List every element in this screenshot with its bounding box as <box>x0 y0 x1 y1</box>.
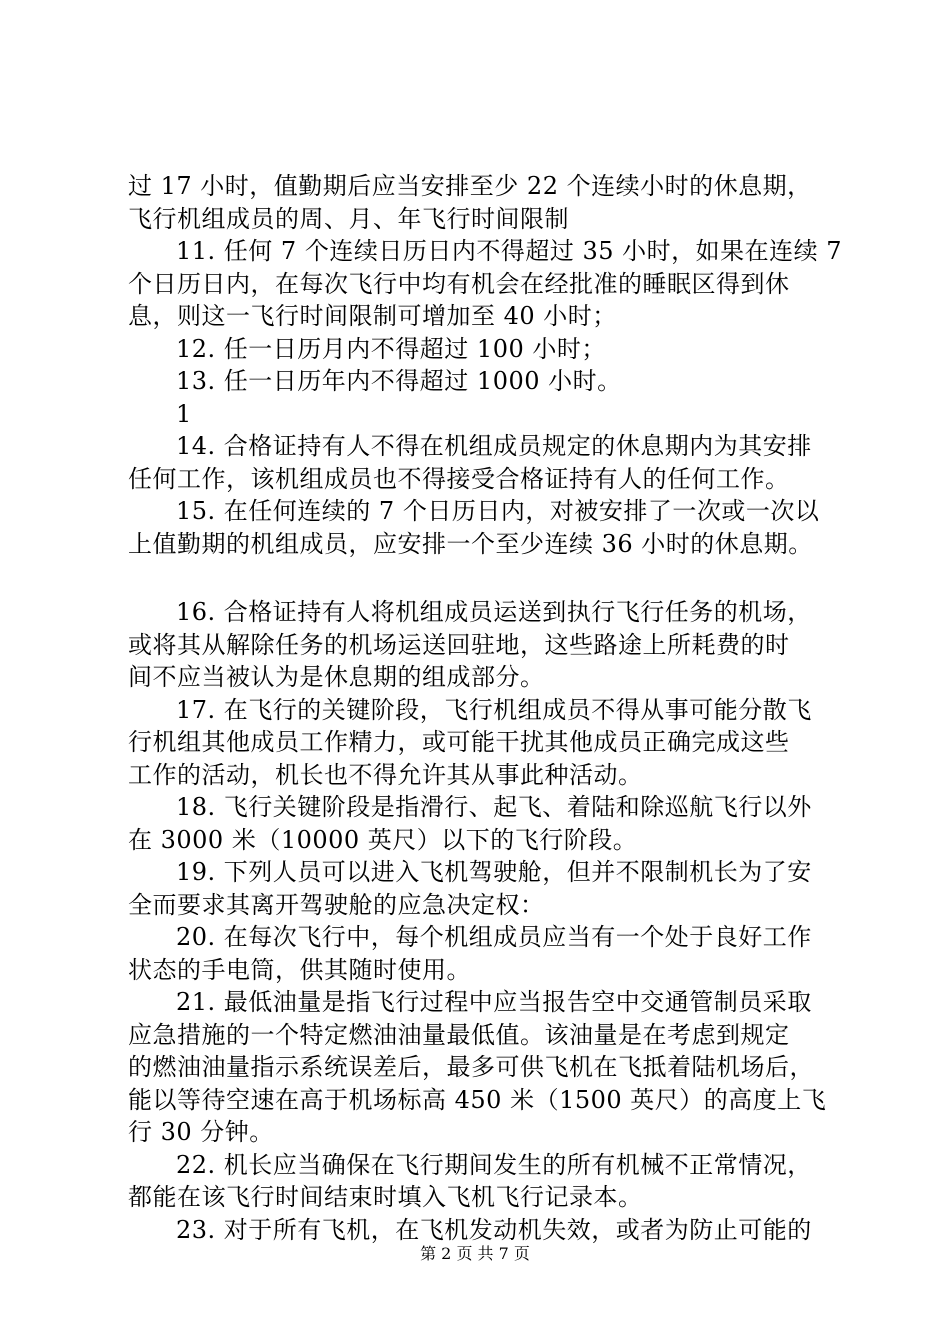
text-line: 11. 任何 7 个连续日历日内不得超过 35 小时，如果在连续 7 <box>176 237 843 265</box>
text-line: 20. 在每次飞行中，每个机组成员应当有一个处于良好工作 <box>176 923 812 951</box>
text-line: 息，则这一飞行时间限制可增加至 40 小时； <box>128 302 617 330</box>
text-line: 17. 在飞行的关键阶段，飞行机组成员不得从事可能分散飞 <box>176 695 812 724</box>
text-line: 18. 飞行关键阶段是指滑行、起飞、着陆和除巡航飞行以外 <box>176 793 812 821</box>
text-line: 行机组其他成员工作精力，或可能干扰其他成员正确完成这些 <box>128 728 790 756</box>
text-line: 个日历日内，在每次飞行中均有机会在经批准的睡眠区得到休 <box>128 269 790 298</box>
paragraph-gap <box>128 560 828 596</box>
text-line: 都能在该飞行时间结束时填入飞机飞行记录本。 <box>128 1183 643 1211</box>
text-line: 14. 合格证持有人不得在机组成员规定的休息期内为其安排 <box>176 432 812 460</box>
text-line: 的燃油油量指示系统误差后，最多可供飞机在飞抵着陆机场后， <box>128 1053 814 1081</box>
text-line: 12. 任一日历月内不得超过 100 小时； <box>176 334 606 363</box>
text-line: 22. 机长应当确保在飞行期间发生的所有机械不正常情况， <box>176 1150 812 1179</box>
text-line: 工作的活动，机长也不得允许其从事此种活动。 <box>128 760 643 789</box>
document-body <box>128 170 843 1246</box>
text-line: 间不应当被认为是休息期的组成部分。 <box>128 663 545 691</box>
page-footer: 第 2 页 共 7 页 <box>420 1244 530 1263</box>
text-line: 13. 任一日历年内不得超过 1000 小时。 <box>176 367 622 395</box>
text-line: 过 17 小时，值勤期后应当安排至少 22 个连续小时的休息期， <box>128 172 812 200</box>
text-line: 21. 最低油量是指飞行过程中应当报告空中交通管制员采取 <box>176 988 812 1016</box>
text-line: 能以等待空速在高于机场标高 450 米（1500 英尺）的高度上飞 <box>128 1085 827 1114</box>
text-line: 上值勤期的机组成员，应安排一个至少连续 36 小时的休息期。 <box>128 529 813 558</box>
text-line: 在 3000 米（10000 英尺）以下的飞行阶段。 <box>128 825 638 854</box>
text-line: 15. 在任何连续的 7 个日历日内，对被安排了一次或一次以 <box>176 497 820 525</box>
text-line: 16. 合格证持有人将机组成员运送到执行飞行任务的机场， <box>176 598 812 626</box>
text-line: 任何工作，该机组成员也不得接受合格证持有人的任何工作。 <box>128 464 790 493</box>
text-line: 19. 下列人员可以进入飞机驾驶舱，但并不限制机长为了安 <box>176 858 812 886</box>
text-line: 应急措施的一个特定燃油油量最低值。该油量是在考虑到规定 <box>128 1020 790 1049</box>
text-line: 1 <box>176 399 192 428</box>
text-line: 或将其从解除任务的机场运送回驻地，这些路途上所耗费的时 <box>128 630 790 659</box>
text-line: 飞行机组成员的周、月、年飞行时间限制 <box>128 204 569 233</box>
text-line: 行 30 分钟。 <box>128 1118 274 1146</box>
text-line: 状态的手电筒，供其随时使用。 <box>128 955 471 984</box>
text-line: 全而要求其离开驾驶舱的应急决定权： <box>128 890 545 919</box>
text-line: 23. 对于所有飞机，在飞机发动机失效，或者为防止可能的 <box>176 1215 812 1244</box>
